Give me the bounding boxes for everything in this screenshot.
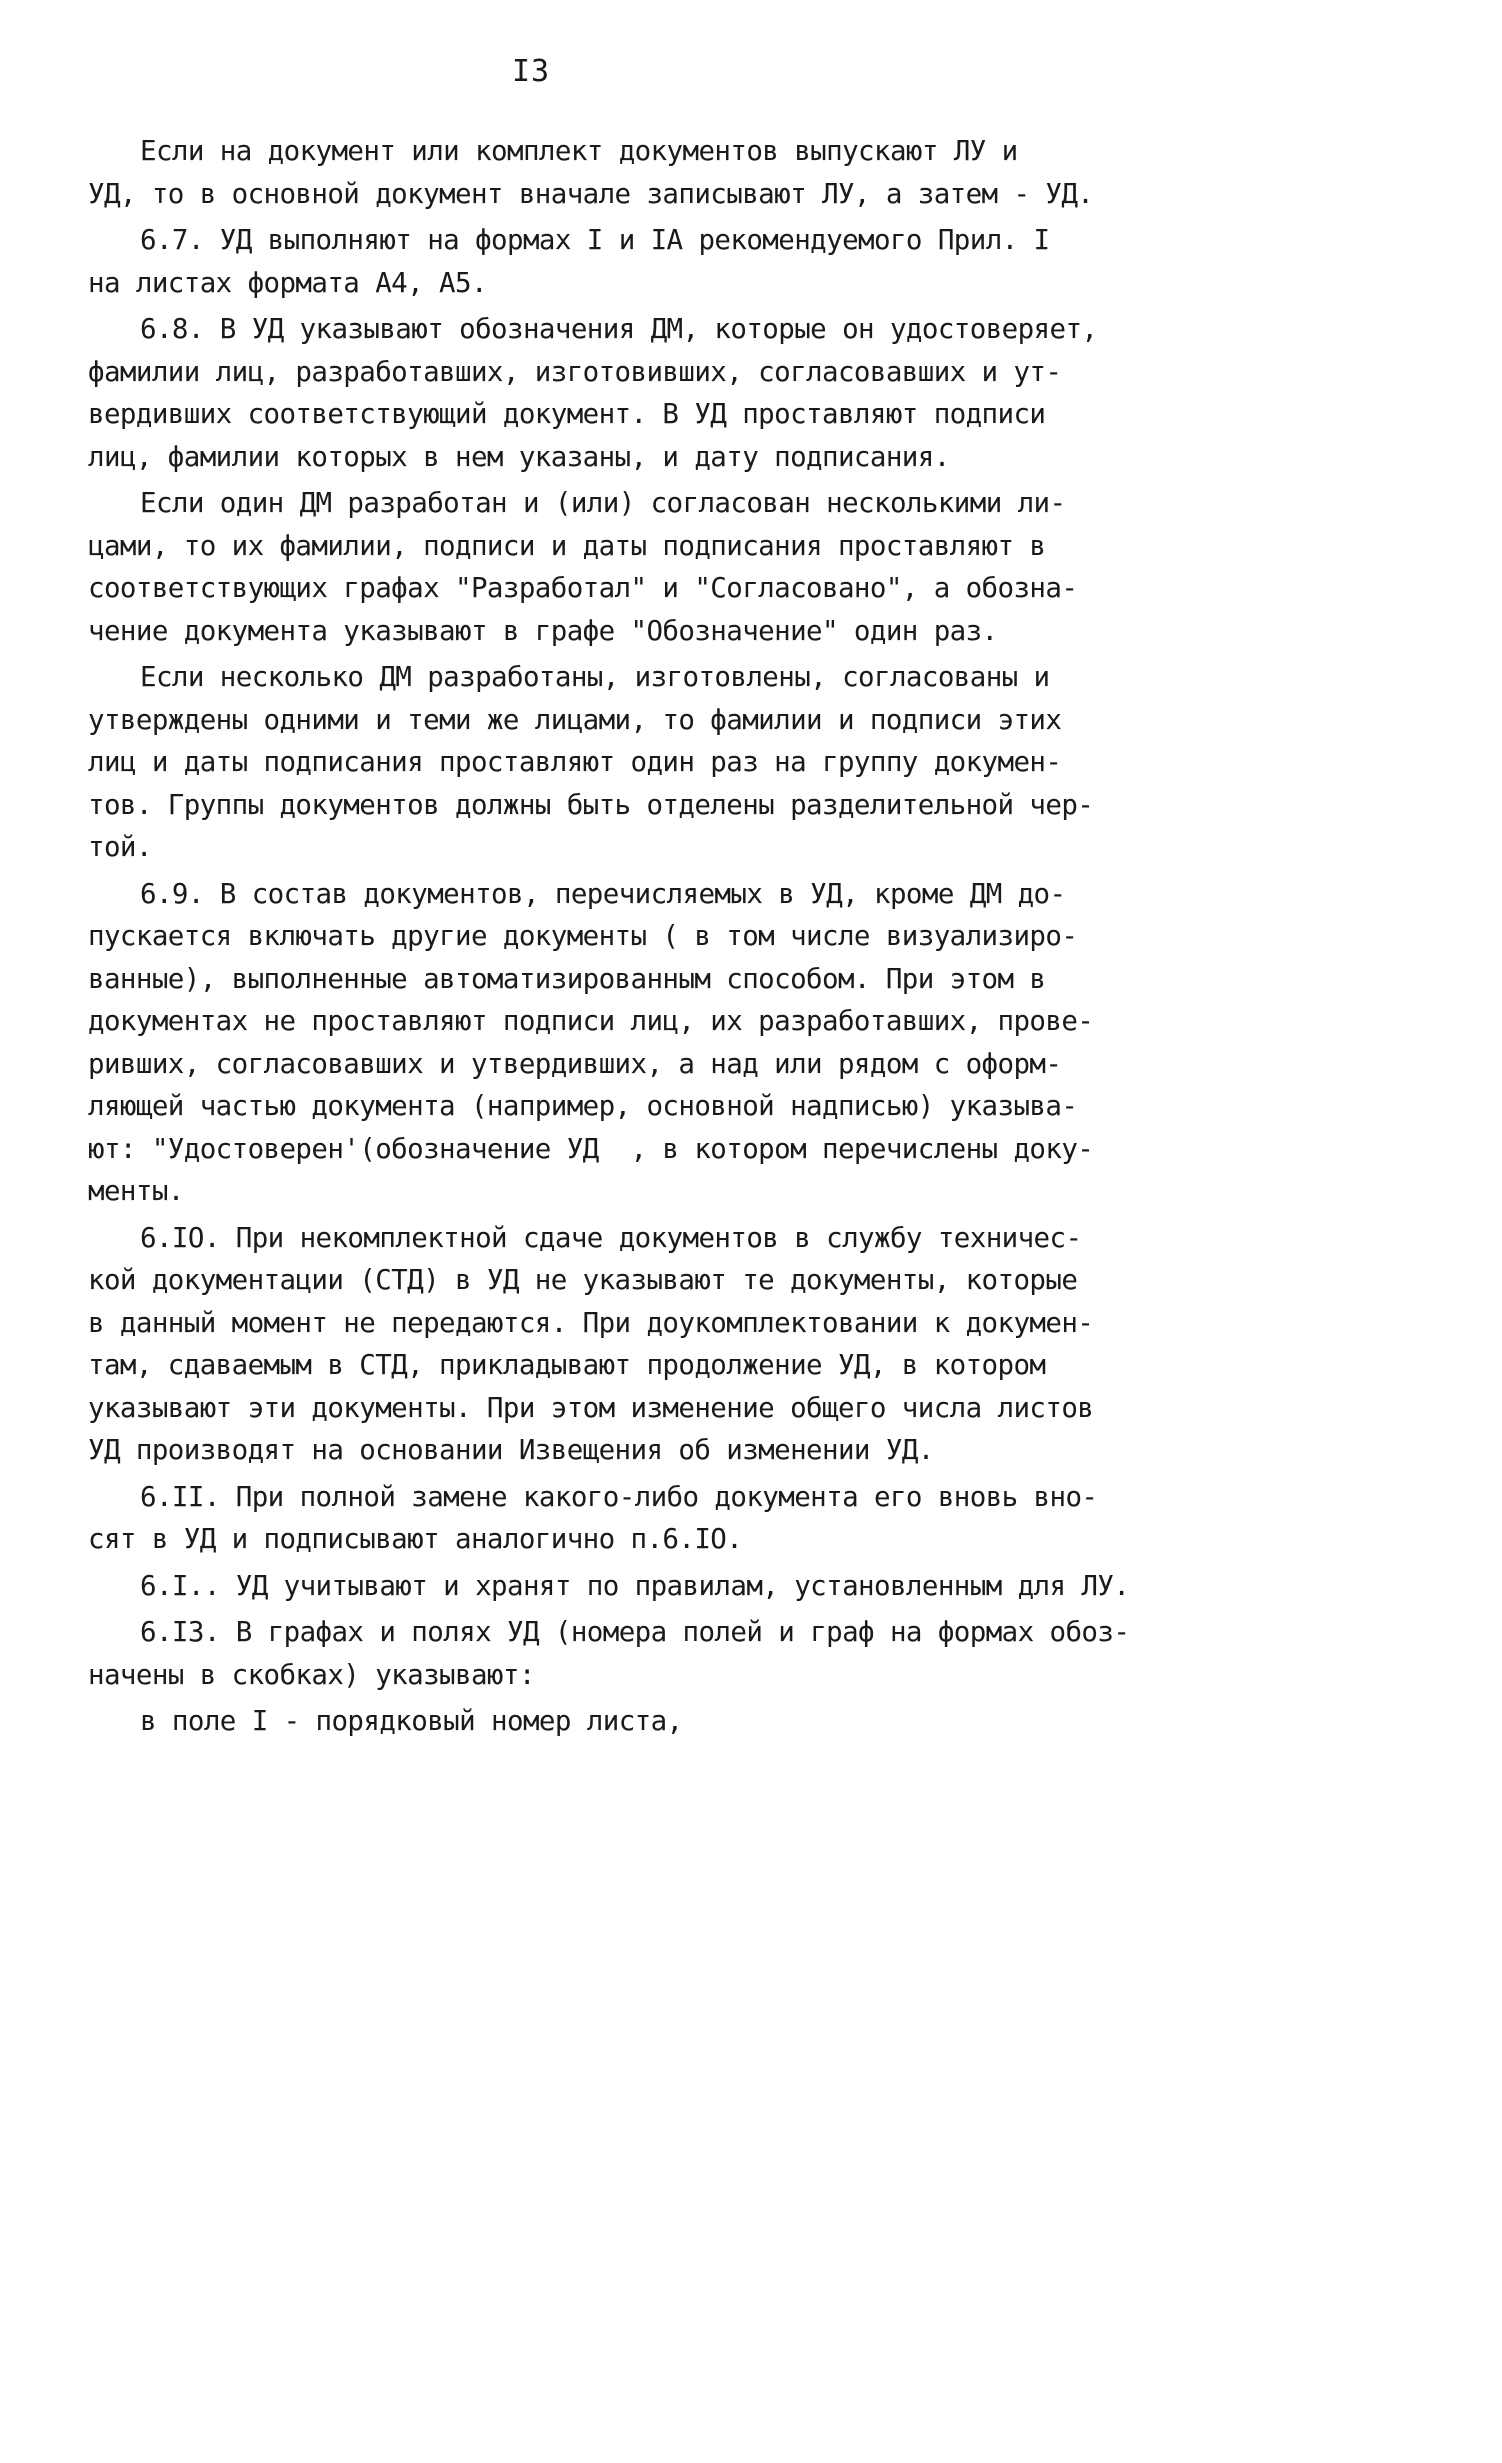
text-line: в поле I - порядковый номер листа, bbox=[140, 1705, 683, 1737]
paragraph bbox=[88, 656, 1218, 869]
text-line: ривших, согласовавших и утвердивших, а над или рядом с оформ- bbox=[88, 1047, 1062, 1080]
paragraph bbox=[88, 482, 1218, 652]
text-line: ляющей частью документа (например, основной надписью) указыва- bbox=[88, 1090, 1078, 1122]
text-line: той. bbox=[88, 831, 152, 863]
text-line: 6.I.. УД учитывают и хранят по правилам, установленным для ЛУ. bbox=[140, 1569, 1130, 1602]
text-line: 6.I3. В графах и полях УД (номера полей и граф на формах обоз- bbox=[140, 1616, 1130, 1648]
text-line: там, сдаваемым в СТД, прикладывают продолжение УД, в котором bbox=[88, 1349, 1046, 1381]
paragraph bbox=[88, 1476, 1218, 1561]
paragraph bbox=[88, 1611, 1218, 1696]
text-line: начены в скобках) указывают: bbox=[88, 1658, 535, 1691]
text-line: 6.7. УД выполняют на формах I и IA рекомендуемого Прил. I bbox=[140, 224, 1050, 256]
paragraph bbox=[88, 1700, 1218, 1743]
text-line: 6.IO. При некомплектной сдаче документов в службу техничес- bbox=[140, 1221, 1082, 1254]
text-line: сят в УД и подписывают аналогично п.6.IO. bbox=[88, 1523, 743, 1555]
text-line: менты. bbox=[88, 1175, 184, 1207]
paragraph bbox=[88, 219, 1218, 304]
document-body bbox=[88, 130, 1218, 1747]
paragraph-gap bbox=[88, 1743, 1218, 1747]
text-line: УД производят на основании Извещения об изменении УД. bbox=[88, 1434, 934, 1466]
text-line: кой документации (СТД) в УД не указывают те документы, которые bbox=[88, 1264, 1078, 1296]
text-line: указывают эти документы. При этом изменение общего числа листов bbox=[88, 1391, 1094, 1424]
text-line: фамилии лиц, разработавших, изготовивших, согласовавших и ут- bbox=[88, 355, 1062, 388]
paragraph bbox=[88, 130, 1218, 215]
text-line: тов. Группы документов должны быть отделены разделительной чер- bbox=[88, 788, 1094, 821]
text-line: вердивших соответствующий документ. В УД проставляют подписи bbox=[88, 398, 1046, 430]
text-line: в данный момент не передаются. При доукомплектовании к докумен- bbox=[88, 1306, 1094, 1339]
text-line: 6.II. При полной замене какого-либо документа его вновь вно- bbox=[140, 1480, 1098, 1513]
text-line: на листах формата А4, А5. bbox=[88, 266, 487, 299]
text-line: УД, то в основной документ вначале записывают ЛУ, а затем - УД. bbox=[88, 177, 1094, 210]
text-line: пускается включать другие документы ( в том числе визуализиро- bbox=[88, 920, 1078, 952]
text-line: лиц, фамилии которых в нем указаны, и дату подписания. bbox=[88, 440, 950, 473]
text-line: Если один ДМ разработан и (или) согласован несколькими ли- bbox=[140, 487, 1066, 519]
text-line: ют: "Удостоверен'(обозначение УД , в котором перечислены доку- bbox=[88, 1132, 1094, 1165]
text-line: 6.8. В УД указывают обозначения ДМ, которые он удостоверяет, bbox=[140, 313, 1098, 345]
paragraph bbox=[88, 1565, 1218, 1608]
text-line: утверждены одними и теми же лицами, то фамилии и подписи этих bbox=[88, 703, 1062, 736]
paragraph bbox=[88, 1217, 1218, 1472]
text-line: ванные), выполненные автоматизированным способом. При этом в bbox=[88, 962, 1046, 995]
text-line: документах не проставляют подписи лиц, их разработавших, прове- bbox=[88, 1005, 1094, 1037]
text-line: Если на документ или комплект документов выпускают ЛУ и bbox=[140, 135, 1018, 167]
text-line: чение документа указывают в графе "Обозначение" один раз. bbox=[88, 614, 998, 647]
text-line: Если несколько ДМ разработаны, изготовлены, согласованы и bbox=[140, 661, 1050, 693]
text-line: лиц и даты подписания проставляют один раз на группу докумен- bbox=[88, 746, 1062, 778]
page-number: I3 bbox=[511, 54, 551, 89]
text-line: соответствующих графах "Разработал" и "Согласовано", а обозна- bbox=[88, 572, 1078, 604]
paragraph bbox=[88, 873, 1218, 1213]
text-line: цами, то их фамилии, подписи и даты подписания проставляют в bbox=[88, 529, 1046, 562]
paragraph bbox=[88, 308, 1218, 478]
text-line: 6.9. В состав документов, перечисляемых в УД, кроме ДМ до- bbox=[140, 877, 1066, 910]
